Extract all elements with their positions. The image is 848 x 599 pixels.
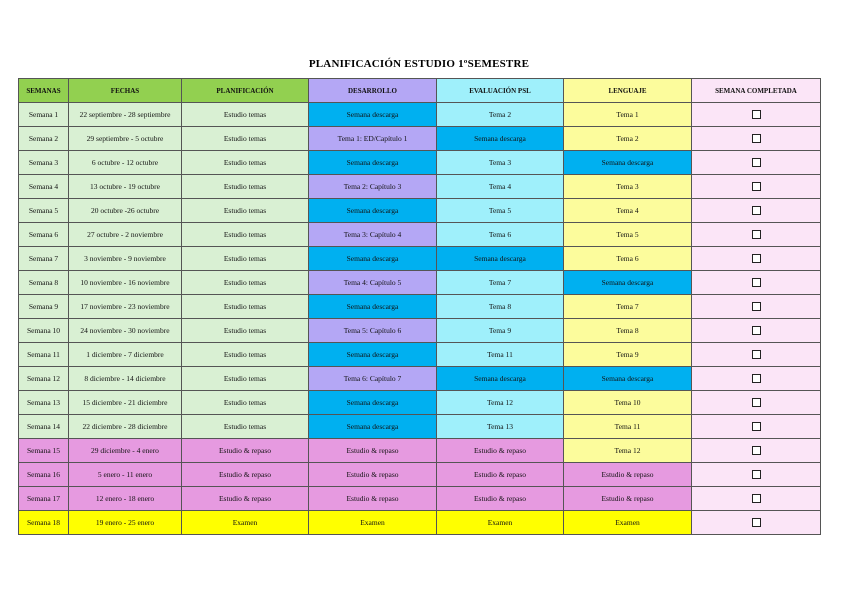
completada-cell bbox=[692, 391, 821, 415]
table-row bbox=[19, 175, 821, 199]
semana-cell: Semana 12 bbox=[19, 367, 69, 391]
semana-cell: Semana 14 bbox=[19, 415, 69, 439]
lenguaje-cell: Tema 10 bbox=[564, 391, 692, 415]
fechas-cell: 22 septiembre - 28 septiembre bbox=[69, 103, 182, 127]
week-completed-checkbox[interactable] bbox=[752, 470, 761, 479]
week-completed-checkbox[interactable] bbox=[752, 182, 761, 191]
table-header-row bbox=[19, 79, 821, 103]
evaluacion-cell: Tema 4 bbox=[437, 175, 564, 199]
desarrollo-cell: Semana descarga bbox=[309, 151, 437, 175]
lenguaje-cell: Tema 7 bbox=[564, 295, 692, 319]
desarrollo-cell: Tema 4: Capítulo 5 bbox=[309, 271, 437, 295]
desarrollo-cell: Semana descarga bbox=[309, 391, 437, 415]
completada-cell bbox=[692, 367, 821, 391]
week-completed-checkbox[interactable] bbox=[752, 302, 761, 311]
lenguaje-cell: Tema 4 bbox=[564, 199, 692, 223]
lenguaje-cell: Tema 5 bbox=[564, 223, 692, 247]
planificacion-cell: Estudio temas bbox=[182, 391, 309, 415]
planificacion-cell: Estudio temas bbox=[182, 103, 309, 127]
planificacion-cell: Examen bbox=[182, 511, 309, 535]
desarrollo-cell: Tema 1: ED/Capítulo 1 bbox=[309, 127, 437, 151]
fechas-cell: 13 octubre - 19 octubre bbox=[69, 175, 182, 199]
week-completed-checkbox[interactable] bbox=[752, 350, 761, 359]
fechas-cell: 3 noviembre - 9 noviembre bbox=[69, 247, 182, 271]
desarrollo-cell: Estudio & repaso bbox=[309, 487, 437, 511]
semana-cell: Semana 1 bbox=[19, 103, 69, 127]
completada-cell bbox=[692, 103, 821, 127]
evaluacion-cell: Tema 7 bbox=[437, 271, 564, 295]
week-completed-checkbox[interactable] bbox=[752, 134, 761, 143]
lenguaje-cell: Semana descarga bbox=[564, 151, 692, 175]
table-row bbox=[19, 391, 821, 415]
evaluacion-cell: Tema 5 bbox=[437, 199, 564, 223]
desarrollo-cell: Semana descarga bbox=[309, 199, 437, 223]
fechas-cell: 29 septiembre - 5 octubre bbox=[69, 127, 182, 151]
desarrollo-cell: Estudio & repaso bbox=[309, 439, 437, 463]
table-row bbox=[19, 151, 821, 175]
lenguaje-cell: Examen bbox=[564, 511, 692, 535]
evaluacion-cell: Tema 8 bbox=[437, 295, 564, 319]
evaluacion-cell: Estudio & repaso bbox=[437, 463, 564, 487]
completada-cell bbox=[692, 247, 821, 271]
evaluacion-cell: Estudio & repaso bbox=[437, 487, 564, 511]
lenguaje-cell: Estudio & repaso bbox=[564, 463, 692, 487]
lenguaje-cell: Tema 12 bbox=[564, 439, 692, 463]
desarrollo-cell: Semana descarga bbox=[309, 103, 437, 127]
week-completed-checkbox[interactable] bbox=[752, 278, 761, 287]
header-lenguaje: LENGUAJE bbox=[564, 79, 692, 103]
evaluacion-cell: Tema 3 bbox=[437, 151, 564, 175]
header-fechas: FECHAS bbox=[69, 79, 182, 103]
lenguaje-cell: Tema 1 bbox=[564, 103, 692, 127]
fechas-cell: 15 diciembre - 21 diciembre bbox=[69, 391, 182, 415]
week-completed-checkbox[interactable] bbox=[752, 230, 761, 239]
lenguaje-cell: Tema 2 bbox=[564, 127, 692, 151]
planificacion-cell: Estudio & repaso bbox=[182, 439, 309, 463]
completada-cell bbox=[692, 415, 821, 439]
table-row bbox=[19, 487, 821, 511]
evaluacion-cell: Tema 11 bbox=[437, 343, 564, 367]
header-semana-completada: SEMANA COMPLETADA bbox=[692, 79, 821, 103]
header-desarrollo: DESARROLLO bbox=[309, 79, 437, 103]
planificacion-cell: Estudio temas bbox=[182, 151, 309, 175]
desarrollo-cell: Tema 5: Capítulo 6 bbox=[309, 319, 437, 343]
fechas-cell: 27 octubre - 2 noviembre bbox=[69, 223, 182, 247]
fechas-cell: 10 noviembre - 16 noviembre bbox=[69, 271, 182, 295]
table-row bbox=[19, 415, 821, 439]
semana-cell: Semana 4 bbox=[19, 175, 69, 199]
evaluacion-cell: Examen bbox=[437, 511, 564, 535]
week-completed-checkbox[interactable] bbox=[752, 398, 761, 407]
week-completed-checkbox[interactable] bbox=[752, 422, 761, 431]
header-semanas: SEMANAS bbox=[19, 79, 69, 103]
planificacion-cell: Estudio temas bbox=[182, 319, 309, 343]
table-row bbox=[19, 319, 821, 343]
evaluacion-cell: Tema 12 bbox=[437, 391, 564, 415]
planificacion-cell: Estudio temas bbox=[182, 223, 309, 247]
semana-cell: Semana 2 bbox=[19, 127, 69, 151]
week-completed-checkbox[interactable] bbox=[752, 494, 761, 503]
fechas-cell: 12 enero - 18 enero bbox=[69, 487, 182, 511]
planificacion-cell: Estudio temas bbox=[182, 271, 309, 295]
header-evaluacion-psl: EVALUACIÓN PSL bbox=[437, 79, 564, 103]
fechas-cell: 5 enero - 11 enero bbox=[69, 463, 182, 487]
semana-cell: Semana 13 bbox=[19, 391, 69, 415]
week-completed-checkbox[interactable] bbox=[752, 326, 761, 335]
desarrollo-cell: Semana descarga bbox=[309, 295, 437, 319]
table-row bbox=[19, 295, 821, 319]
week-completed-checkbox[interactable] bbox=[752, 206, 761, 215]
lenguaje-cell: Tema 11 bbox=[564, 415, 692, 439]
document-title: PLANIFICACIÓN ESTUDIO 1ºSEMESTRE bbox=[308, 58, 530, 70]
table-body bbox=[19, 103, 821, 535]
lenguaje-cell: Tema 3 bbox=[564, 175, 692, 199]
fechas-cell: 29 diciembre - 4 enero bbox=[69, 439, 182, 463]
planificacion-cell: Estudio & repaso bbox=[182, 487, 309, 511]
evaluacion-cell: Tema 6 bbox=[437, 223, 564, 247]
completada-cell bbox=[692, 319, 821, 343]
completada-cell bbox=[692, 127, 821, 151]
semana-cell: Semana 3 bbox=[19, 151, 69, 175]
evaluacion-cell: Tema 13 bbox=[437, 415, 564, 439]
planificacion-cell: Estudio temas bbox=[182, 175, 309, 199]
semana-cell: Semana 17 bbox=[19, 487, 69, 511]
fechas-cell: 17 noviembre - 23 noviembre bbox=[69, 295, 182, 319]
planificacion-cell: Estudio temas bbox=[182, 295, 309, 319]
completada-cell bbox=[692, 511, 821, 535]
desarrollo-cell: Semana descarga bbox=[309, 415, 437, 439]
table-row bbox=[19, 127, 821, 151]
semana-cell: Semana 15 bbox=[19, 439, 69, 463]
planificacion-cell: Estudio temas bbox=[182, 247, 309, 271]
table-row bbox=[19, 103, 821, 127]
fechas-cell: 1 diciembre - 7 diciembre bbox=[69, 343, 182, 367]
table-row bbox=[19, 511, 821, 535]
evaluacion-cell: Semana descarga bbox=[437, 367, 564, 391]
table-row bbox=[19, 463, 821, 487]
fechas-cell: 22 diciembre - 28 diciembre bbox=[69, 415, 182, 439]
table-row bbox=[19, 343, 821, 367]
completada-cell bbox=[692, 487, 821, 511]
fechas-cell: 24 noviembre - 30 noviembre bbox=[69, 319, 182, 343]
planificacion-cell: Estudio & repaso bbox=[182, 463, 309, 487]
desarrollo-cell: Tema 6: Capítulo 7 bbox=[309, 367, 437, 391]
semana-cell: Semana 8 bbox=[19, 271, 69, 295]
planificacion-cell: Estudio temas bbox=[182, 127, 309, 151]
semana-cell: Semana 9 bbox=[19, 295, 69, 319]
lenguaje-cell: Tema 6 bbox=[564, 247, 692, 271]
semana-cell: Semana 10 bbox=[19, 319, 69, 343]
table-row bbox=[19, 223, 821, 247]
table-row bbox=[19, 271, 821, 295]
week-completed-checkbox[interactable] bbox=[752, 518, 761, 527]
week-completed-checkbox[interactable] bbox=[752, 446, 761, 455]
evaluacion-cell: Semana descarga bbox=[437, 127, 564, 151]
study-plan-table bbox=[18, 78, 821, 535]
completada-cell bbox=[692, 439, 821, 463]
table-row bbox=[19, 439, 821, 463]
desarrollo-cell: Tema 3: Capítulo 4 bbox=[309, 223, 437, 247]
semana-cell: Semana 18 bbox=[19, 511, 69, 535]
week-completed-checkbox[interactable] bbox=[752, 374, 761, 383]
lenguaje-cell: Estudio & repaso bbox=[564, 487, 692, 511]
semana-cell: Semana 11 bbox=[19, 343, 69, 367]
semana-cell: Semana 7 bbox=[19, 247, 69, 271]
header-planificacion: PLANIFICACIÓN bbox=[182, 79, 309, 103]
fechas-cell: 6 octubre - 12 octubre bbox=[69, 151, 182, 175]
semana-cell: Semana 6 bbox=[19, 223, 69, 247]
evaluacion-cell: Tema 9 bbox=[437, 319, 564, 343]
desarrollo-cell: Semana descarga bbox=[309, 247, 437, 271]
completada-cell bbox=[692, 223, 821, 247]
completada-cell bbox=[692, 295, 821, 319]
completada-cell bbox=[692, 175, 821, 199]
lenguaje-cell: Tema 9 bbox=[564, 343, 692, 367]
planificacion-cell: Estudio temas bbox=[182, 415, 309, 439]
desarrollo-cell: Semana descarga bbox=[309, 343, 437, 367]
completada-cell bbox=[692, 271, 821, 295]
desarrollo-cell: Estudio & repaso bbox=[309, 463, 437, 487]
lenguaje-cell: Semana descarga bbox=[564, 271, 692, 295]
planificacion-cell: Estudio temas bbox=[182, 199, 309, 223]
table-row bbox=[19, 247, 821, 271]
completada-cell bbox=[692, 199, 821, 223]
table-row bbox=[19, 199, 821, 223]
evaluacion-cell: Tema 2 bbox=[437, 103, 564, 127]
fechas-cell: 8 diciembre - 14 diciembre bbox=[69, 367, 182, 391]
evaluacion-cell: Estudio & repaso bbox=[437, 439, 564, 463]
fechas-cell: 20 octubre -26 octubre bbox=[69, 199, 182, 223]
evaluacion-cell: Semana descarga bbox=[437, 247, 564, 271]
week-completed-checkbox[interactable] bbox=[752, 110, 761, 119]
completada-cell bbox=[692, 151, 821, 175]
desarrollo-cell: Tema 2: Capítulo 3 bbox=[309, 175, 437, 199]
table-row bbox=[19, 367, 821, 391]
desarrollo-cell: Examen bbox=[309, 511, 437, 535]
fechas-cell: 19 enero - 25 enero bbox=[69, 511, 182, 535]
semana-cell: Semana 5 bbox=[19, 199, 69, 223]
planificacion-cell: Estudio temas bbox=[182, 343, 309, 367]
semana-cell: Semana 16 bbox=[19, 463, 69, 487]
lenguaje-cell: Semana descarga bbox=[564, 367, 692, 391]
completada-cell bbox=[692, 463, 821, 487]
week-completed-checkbox[interactable] bbox=[752, 158, 761, 167]
completada-cell bbox=[692, 343, 821, 367]
lenguaje-cell: Tema 8 bbox=[564, 319, 692, 343]
planificacion-cell: Estudio temas bbox=[182, 367, 309, 391]
week-completed-checkbox[interactable] bbox=[752, 254, 761, 263]
